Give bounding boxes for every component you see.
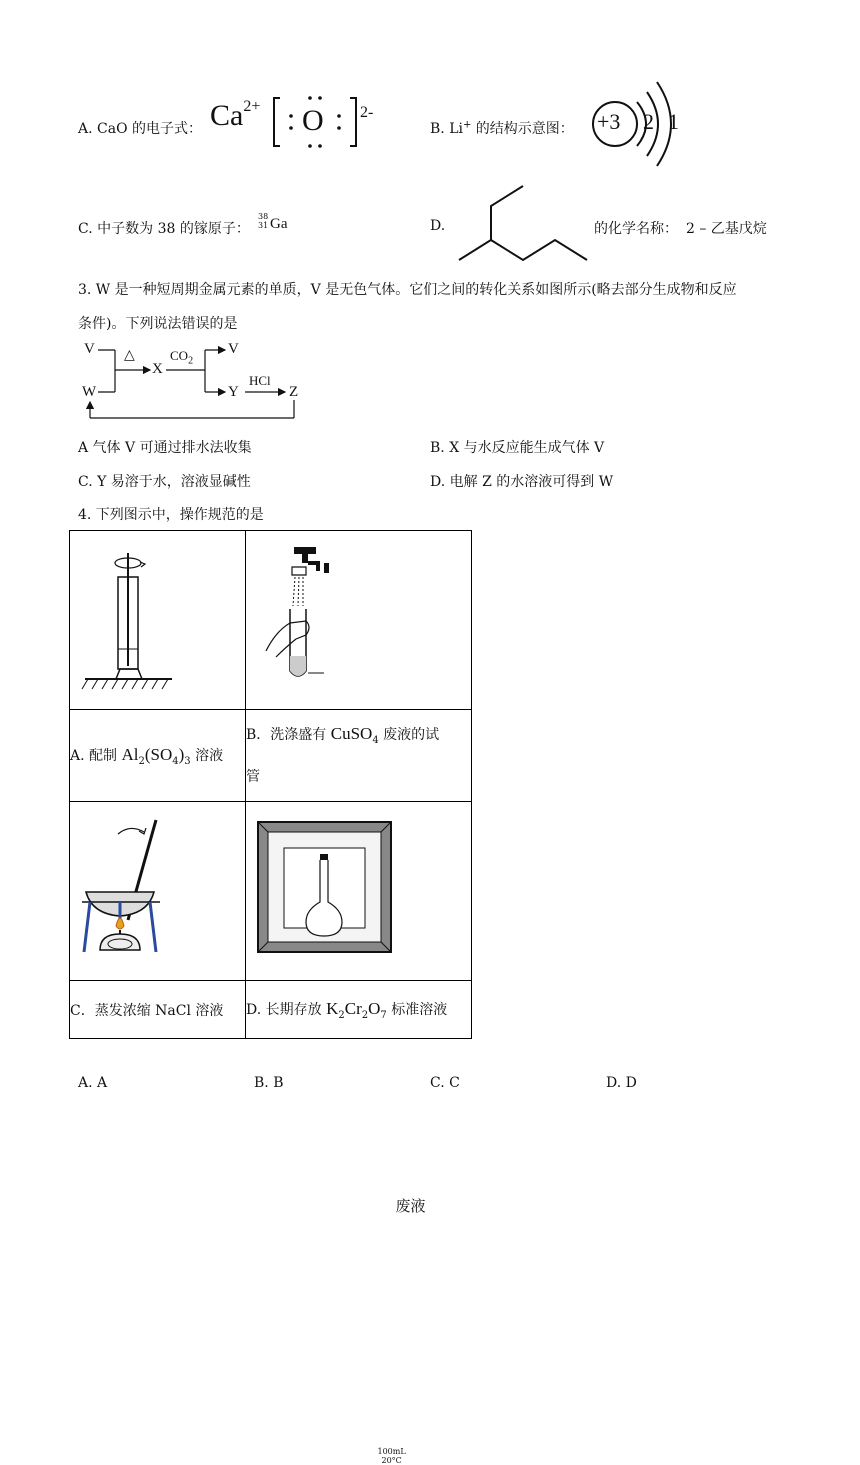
shell-2-count: 1 [668,109,679,134]
skeletal-formula [455,178,590,263]
diagram-x: X [152,361,163,377]
cao-electron-formula [210,98,260,133]
diagram-v1: V [84,341,95,357]
q2-option-a-label: A. CaO 的电子式： [78,121,202,137]
diagram-y: Y [228,384,239,400]
diagram-w: W [82,384,97,400]
q2-option-d-suffix: 的化学名称： [594,221,678,237]
ga-isotope-numbers: 38 31 [258,212,269,230]
answer-c[interactable]: C. C [430,1075,460,1091]
q4-caption-a: A. 配制 $Al_2(SO_4)_3$ 溶液 [70,710,246,802]
q2-option-c-label: C. 中子数为 38 的镓原子： [78,221,250,237]
q2-option-d-label: D. [430,218,446,234]
nucleus-charge: +3 [597,109,621,134]
q4-caption-b: B．洗涤盛有 CuSO$_4$ 废液的试 管 [246,710,472,802]
test-tube-faucet-illustration [246,531,471,705]
ca-symbol: Ca [210,99,244,132]
q3-option-a: A 气体 V 可通过排水法收集 [78,440,252,456]
q3-stem-line1: 3. W 是一种短周期金属元素的单质，V 是无色气体。它们之间的转化关系如图所示(略去部分生成物和反应 [78,282,737,298]
q3-option-c: C. Y 易溶于水，溶液显碱性 [78,474,251,490]
q4-stem: 4. 下列图示中，操作规范的是 [78,507,264,523]
diagram-v2: V [228,341,239,357]
flask-temperature-label: 20°C [381,1455,402,1465]
q2-option-b-label: B. Li+ 的结构示意图： [430,119,574,137]
answer-b[interactable]: B. B [254,1075,284,1091]
diagram-hcl: HCl [249,373,271,388]
q4-caption-c: C．蒸发浓缩 NaCl 溶液 [70,981,246,1039]
diagram-z: Z [289,384,299,400]
answer-d[interactable]: D. D [606,1075,637,1091]
q4-image-c [70,802,246,981]
evaporating-dish-illustration [70,802,245,976]
flask-volume-label: 100mL [377,1446,406,1456]
waste-liquid-label: 废液 [395,1196,426,1215]
volumetric-flask-cabinet-illustration [246,802,471,976]
q3-stem-line2: 条件)。下列说法错误的是 [78,316,238,332]
conversion-diagram [70,338,320,426]
q4-caption-d: D. 长期存放 $K_2Cr_2O_7$ 标准溶液 [246,981,472,1039]
q3-option-d: D. 电解 Z 的水溶液可得到 W [430,474,614,490]
q4-image-a [70,531,246,710]
oxide-dot-structure [270,92,390,152]
diagram-co2: $CO_2$ [170,348,194,367]
q2-option-d-name: 2 – 乙基戊烷 [686,221,767,237]
graduated-cylinder-illustration [70,531,245,705]
q3-option-b: B. X 与水反应能生成气体 V [430,440,605,456]
shell-1-count: 2 [643,109,654,134]
ca-charge: 2+ [243,98,261,115]
answer-a[interactable]: A. A [78,1075,108,1091]
oxygen-symbol: O [302,104,324,137]
oxide-charge: 2- [360,104,374,121]
heat-triangle: △ [124,347,135,363]
ga-symbol: Ga [270,216,288,232]
